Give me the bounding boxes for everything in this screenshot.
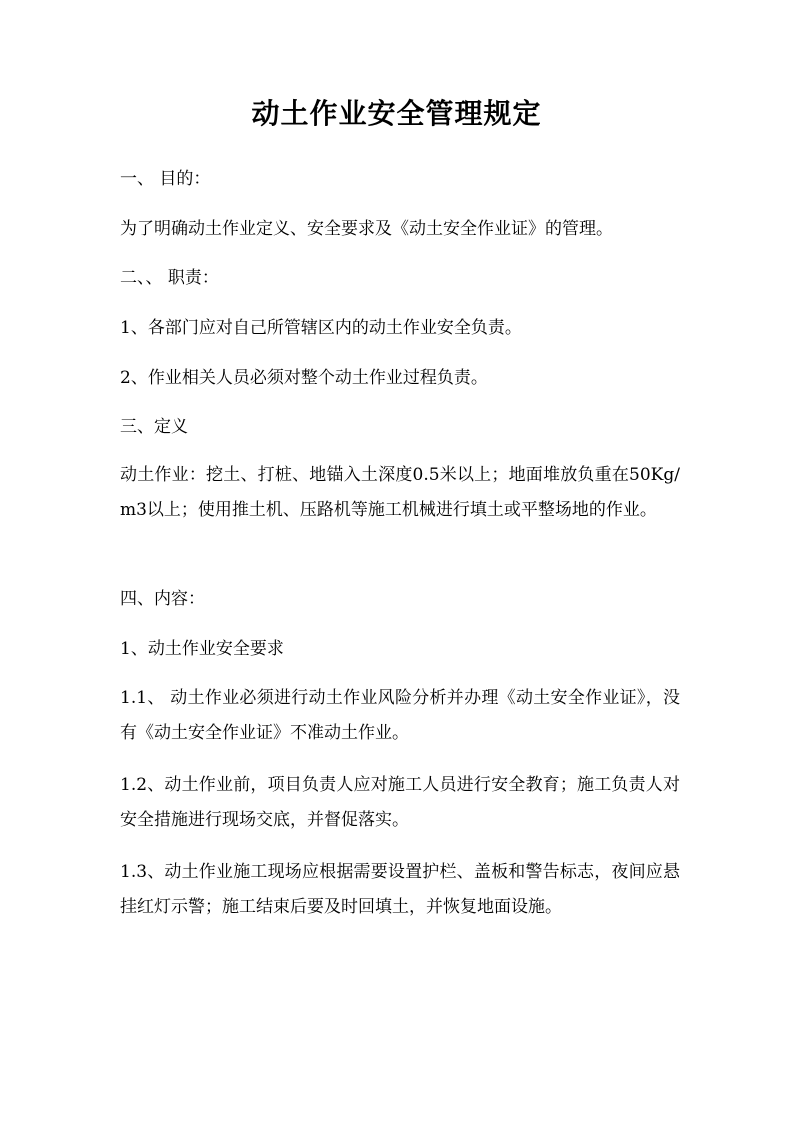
responsibility-item-2: 2、作业相关人员必须对整个动土作业过程负责。 <box>120 368 488 388</box>
responsibility-item-1: 1、各部门应对自己所管辖区内的动土作业安全负责。 <box>120 318 522 338</box>
section-heading-responsibility: 二、、 职责： <box>120 268 219 288</box>
section-heading-definition: 三、定义 <box>120 417 188 437</box>
purpose-text: 为了明确动土作业定义、安全要求及《动土安全作业证》的管理。 <box>120 219 613 239</box>
content-item-1-1: 1.1、 动土作业必须进行动土作业风险分析并办理《动土安全作业证》，没有《动土安全作业证》不准动土作业。 <box>120 688 680 743</box>
content-subheading-1: 1、动土作业安全要求 <box>120 639 284 659</box>
content-item-1-3: 1.3、动土作业施工现场应根据需要设置护栏、盖板和警告标志，夜间应悬挂红灯示警；施工结束后要及时回填土，并恢复地面设施。 <box>120 862 680 917</box>
section-heading-content: 四、内容： <box>120 589 205 609</box>
definition-text: 动土作业：挖土、打桩、地锚入土深度0.5米以上；地面堆放负重在50Kg/m3以上；使用推土机、压路机等施工机械进行填土或平整场地的作业。 <box>120 465 680 520</box>
document-title: 动土作业安全管理规定 <box>251 97 542 130</box>
section-heading-purpose: 一、 目的： <box>120 169 211 189</box>
content-item-1-2: 1.2、动土作业前，项目负责人应对施工人员进行安全教育；施工负责人对安全措施进行现场交底，并督促落实。 <box>120 775 680 830</box>
